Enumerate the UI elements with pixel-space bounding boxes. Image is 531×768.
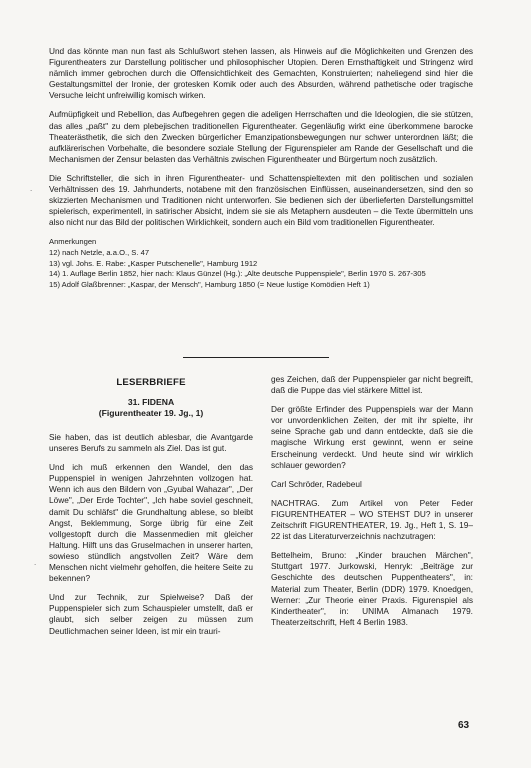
article-paragraph-3: Die Schriftsteller, die sich in ihren Figurentheater- und Schattenspieltexten mit den politischen und sozialen Verhältnissen des 19. Jahrhunderts, notabene mit den französischen Einflüssen, auseinandersetzen, sind den so skizzierten Mechanismen und Traditionen nicht unterworfen. Sie bedienen sich der überlieferten Darstellungsmittel spielerisch, experimentell, in satirischer Absicht, indem sie sie als Metaphern ausdeuten – die Texte übermitteln uns also nicht nur das Bild der politischen Wirklichkeit, sondern auch ein Bild vom traditionellen Figurentheater. [49,172,473,228]
letter-paragraph-3: Und zur Technik, zur Spielweise? Daß der Puppenspieler sich zum Schauspieler umstellt, daß er glaubt, sich selber zeigen zu müssen zum Deutlichmachen seiner Ideen, ist mir ein trauri- [49,592,253,636]
footnote-13: 13) vgl. Johs. E. Rabe: „Kasper Putschenelle", Hamburg 1912 [49,258,258,268]
letters-right-column [271,374,473,636]
letter-paragraph-1: Sie haben, das ist deutlich ablesbar, die Avantgarde unseres Berufs zu sammeln als Ziel. Das ist gut. [49,432,253,454]
article-paragraph-1: Und das könnte man nun fast als Schlußwort stehen lassen, als Hinweis auf die Möglichkeiten und Grenzen des Figurentheaters zur Darstellung politischer und philosophischer Utopien. Deren Ernsthaftigkeit und Stringenz wird nämlich immer gebrochen durch die Offensichtlichkeit des Gemachten, Konstruierten; naheliegend sind hier die Gestaltungsmittel der Ironie, der grotesken Komik oder auch des Absurden, während pathetische oder tragische Versuche leicht unfreiwillig komisch wirken. [49,46,473,101]
footnote-14: 14) 1. Auflage Berlin 1852, hier nach: Klaus Günzel (Hg.): „Alte deutsche Puppenspiele", Berlin 1970 S. 267-305 [49,269,426,279]
margin-mark: . [30,184,33,193]
section-divider [183,357,329,358]
letters-left-column [49,377,253,645]
margin-mark: . [34,558,37,567]
bibliography-paragraph: Bettelheim, Bruno: „Kinder brauchen Märchen", Stuttgart 1977. Jurkowski, Henryk: „Beiträge zur Geschichte des deutschen Puppentheaters", in: Material zum Theater, Berlin (DDR) 1979. Knoedgen, Werner: „Zur Theorie einer Praxis. Figurenspiel als Kindertheater", in: UNIMA Almanach 1979. Theaterzeitschrift, Heft 4 Berlin 1983. [271,550,473,627]
article-body [49,46,473,290]
footnote-12: 12) nach Netzle, a.a.O., S. 47 [49,248,150,257]
page-number: 63 [458,720,470,731]
letters-heading: LESERBRIEFE [116,377,186,388]
letter-paragraph-2: Und ich muß erkennen den Wandel, den das Puppenspiel in wenigen Jahrzehnten vollzogen hat. Wenn ich aus den Bildern von „Gyubal Wahazar", „Der Löwe", „Der Erde Tochter", „Ich habe soviel geschneit, damit Du schläfst" die Grundhaltung ablese, so bleibt Angst, Beklemmung, Sorge übrig für eine Zeit vollgestopft durch die Massenmedien mit gleicher Haltung. Hilft uns das Gruselmachen in unserer harten, sowieso stündlich angstvollen Zeit? Wäre dem Menschen nicht vielmehr geholfen, die heitere Seite zu bekennen? [49,462,253,584]
letter-signature: Carl Schröder, Radebeul [271,478,362,489]
letter-title: 31. FIDENA [127,397,175,407]
footnote-15: 15) Adolf Glaßbrenner: „Kaspar, der Mensch", Hamburg 1850 (= Neue lustige Komödien Heft 1) [49,279,370,289]
footnotes-heading: Anmerkungen [49,237,97,247]
addendum-paragraph: NACHTRAG. Zum Artikel von Peter Feder FIGURENTHEATER – WO STEHST DU? in unserer Zeitschrift FIGURENTHEATER, 19. Jg., Heft 1, S. 19–22 ist das Literaturverzeichnis nachzutragen: [271,497,473,542]
footnotes [49,237,473,290]
letter-reference: (Figurentheater 19. Jg., 1) [98,408,204,418]
letter-paragraph-4: ges Zeichen, daß der Puppenspieler gar nicht begreift, daß die Puppe das viel stärkere Mittel ist. [271,374,473,396]
article-paragraph-2: Aufmüpfigkeit und Rebellion, das Aufbegehren gegen die adeligen Herrschaften und die Ideologien, die sie stützen, das alles „paßt" zu dem plebejischen traditionellen Figurentheater. Gegenläufig wirkt eine überkommene barocke Theaterästhetik, die sich den Zwecken bürgerlicher Emanzipationsbewegungen nur schwer unterordnen läßt; die aufklärerischen Vorbehalte, die besondere soziale Stellung der Figurenspieler am Rande der Gesellschaft und die Mechanismen der Zensur belasten das Verhältnis zwischen Figurentheater und Bürgertum noch zusätzlich. [49,109,473,164]
letter-paragraph-5: Der größte Erfinder des Puppenspiels war der Mann vor unvordenklichen Zeiten, der mit ihr spielte, ihr seine Sprache gab und dann entdeckte, daß sie die magische Wirkung erst gewinnt, wenn er seine Erscheinung verdeckt. Und heute sind wir wirklich schlauer geworden? [271,404,473,470]
